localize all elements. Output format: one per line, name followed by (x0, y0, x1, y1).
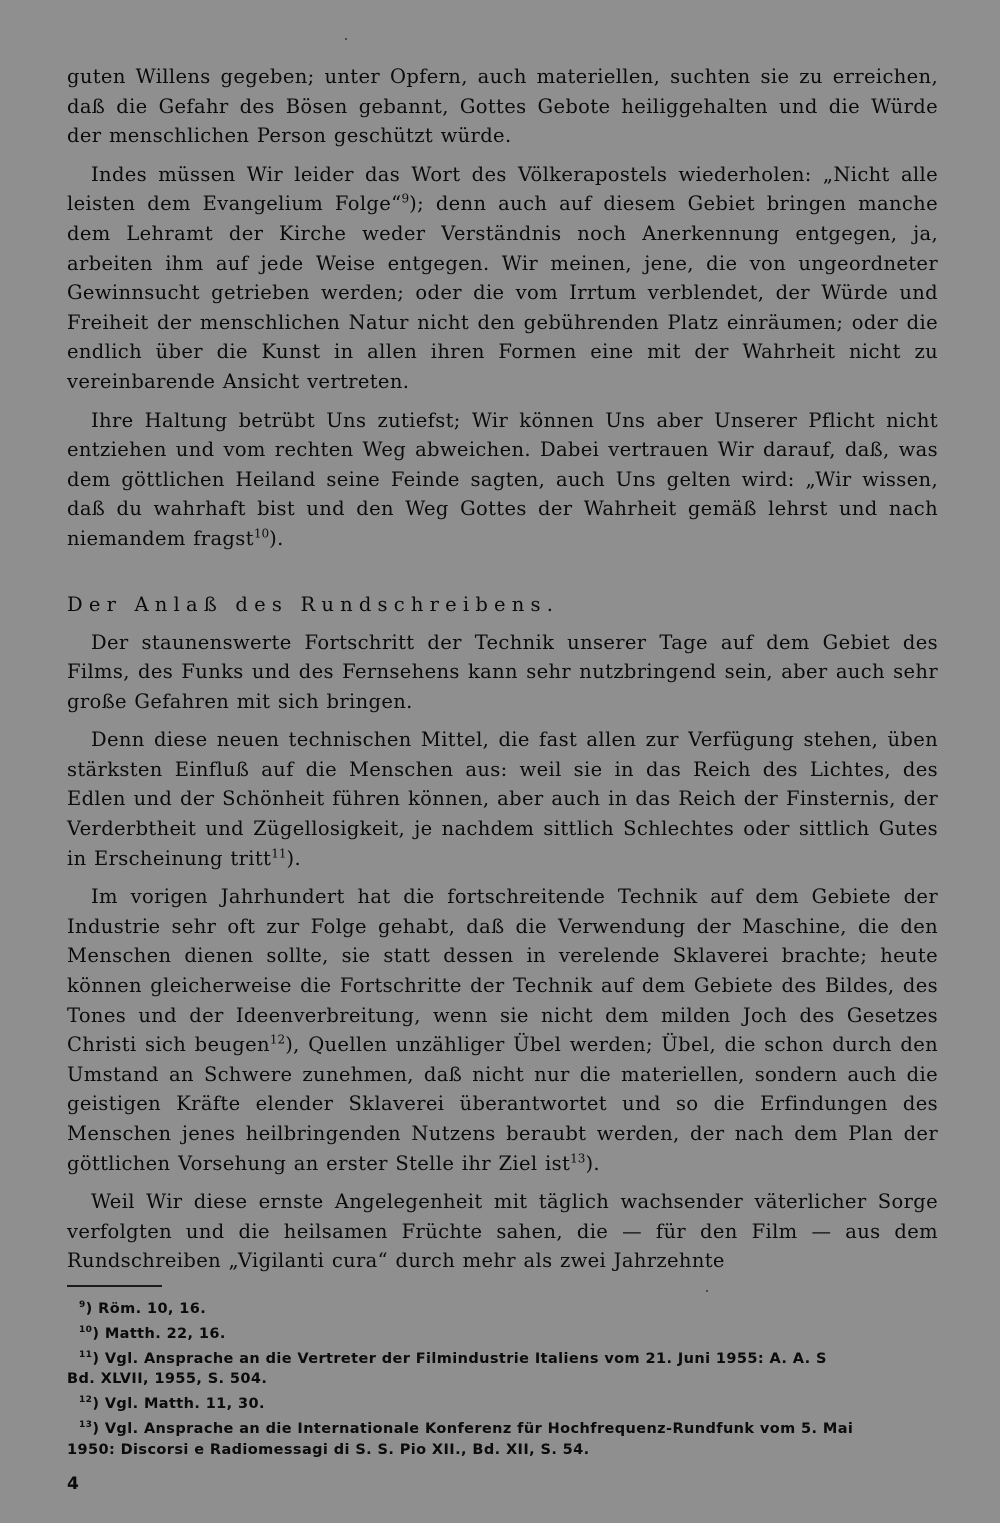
footnote-ref[interactable]: 13 (570, 1151, 586, 1166)
page-number: 4 (67, 1474, 79, 1494)
paragraph: Indes müssen Wir leider das Wort des Völkerapostels wiederholen: „Nicht alle leisten dem Evangelium Folge“$^9$); denn auch auf diesem Gebiet bringen manche dem Lehramt der Kirche weder Verständnis noch Anerkennung entgegen, ja, arbeiten ihm auf jede Weise entgegen. Wir meinen, jene, die von ungeordneter Gewinnsucht getrieben werden; oder die vom Irrtum verblendet, der Würde und Freiheit der menschlichen Natur nicht den gebührenden Platz einräumen; oder die endlich über die Kunst in allen ihren Formen eine mit der Wahrheit nicht zu vereinbarende Ansicht vertreten. (67, 162, 938, 393)
footnote: $^{11}$) Vgl. Ansprache an die Vertreter der Filmindustrie Italiens vom 21. Juni 1955: A. A. S Bd. XLVII, 1955, S. 504. (67, 1349, 827, 1388)
footnotes (67, 1295, 938, 1461)
footnote: $^{10}$) Matth. 22, 16. (79, 1324, 226, 1342)
scan-speck (706, 1290, 708, 1292)
footnote-divider (67, 1285, 162, 1287)
footnote-ref[interactable]: 10 (253, 526, 270, 541)
paragraph: Weil Wir diese ernste Angelegenheit mit täglich wachsender väterlicher Sorge verfolgten und die heilsamen Früchte sahen, die — für den Film — aus dem Rundschreiben „Vigilanti cura“ durch mehr als zwei Jahrzehnte (67, 1190, 938, 1273)
footnote-ref[interactable]: 12 (269, 1032, 286, 1047)
paragraph: Im vorigen Jahrhundert hat die fortschreitende Technik auf dem Gebiete der Industrie sehr oft zur Folge gehabt, daß die Verwendung der Maschine, die den Menschen dienen sollte, sie statt dessen in verelende Sklaverei brachte; heute können gleicherweise die Fortschritte der Technik auf dem Gebiete des Bildes, des Tones und der Ideenverbreitung, wenn sie nicht dem milden Joch des Gesetzes Christi sich beugen$^{12}$), Quellen unzähliger Übel werden; Übel, die schon durch den Umstand an Schwere zunehmen, daß nicht nur die materiellen, sondern auch die geistigen Kräfte elender Sklaverei überantwortet und so die Erfindungen des Menschen jenes heilbringenden Nutzens beraubt werden, der nach dem Plan der göttlichen Vorsehung an erster Stelle ihr Ziel ist$^{13}$). (67, 885, 938, 1175)
footnote-number: 11 (79, 1349, 93, 1360)
footnote-ref[interactable]: 9 (401, 191, 410, 206)
footnote-ref[interactable]: 11 (271, 846, 287, 861)
paragraph: Ihre Haltung betrübt Uns zutiefst; Wir können Uns aber Unserer Pflicht nicht entziehen und vom rechten Weg abweichen. Dabei vertrauen Wir darauf, daß, was dem göttlichen Heiland seine Feinde sagten, auch Uns gelten wird: „Wir wissen, daß du wahrhaft bist und den Weg Gottes der Wahrheit gemäß lehrst und nach niemandem fragst$^{10}$). (67, 408, 938, 550)
paragraph: guten Willens gegeben; unter Opfern, auch materiellen, suchten sie zu erreichen, daß die Gefahr des Bösen gebannt, Gottes Gebote heiliggehalten und die Würde der menschlichen Person geschützt würde. (67, 65, 938, 148)
scan-speck (345, 38, 347, 40)
footnote-number: 9 (79, 1299, 86, 1310)
footnote-number: 10 (79, 1324, 93, 1335)
paragraph: Der staunenswerte Fortschritt der Technik unserer Tage auf dem Gebiet des Films, des Funks und des Fernsehens kann sehr nutzbringend sein, aber auch sehr große Gefahren mit sich bringen. (67, 630, 938, 713)
footnote: $^{13}$) Vgl. Ansprache an die Internationale Konferenz für Hochfrequenz-Rundfunk vom 5. Mai 1950: Discorsi e Radiomessagi di S. S. Pio XII., Bd. XII, S. 54. (67, 1420, 854, 1459)
paragraph: Denn diese neuen technischen Mittel, die fast allen zur Verfügung stehen, üben stärksten Einfluß auf die Menschen aus: weil sie in das Reich des Lichtes, des Edlen und der Schönheit führen können, aber auch in das Reich der Finsternis, der Verderbtheit und Zügellosigkeit, je nachdem sittlich Schlechtes oder sittlich Gutes in Erscheinung tritt$^{11}$). (67, 728, 938, 870)
body-text (67, 62, 938, 1276)
footnote-number: 12 (79, 1395, 93, 1406)
footnote: $^9$) Röm. 10, 16. (79, 1299, 207, 1317)
section-heading: Der Anlaß des Rundschreibens. (67, 592, 560, 616)
footnote-number: 13 (79, 1420, 93, 1431)
footnote: $^{12}$) Vgl. Matth. 11, 30. (79, 1395, 265, 1413)
